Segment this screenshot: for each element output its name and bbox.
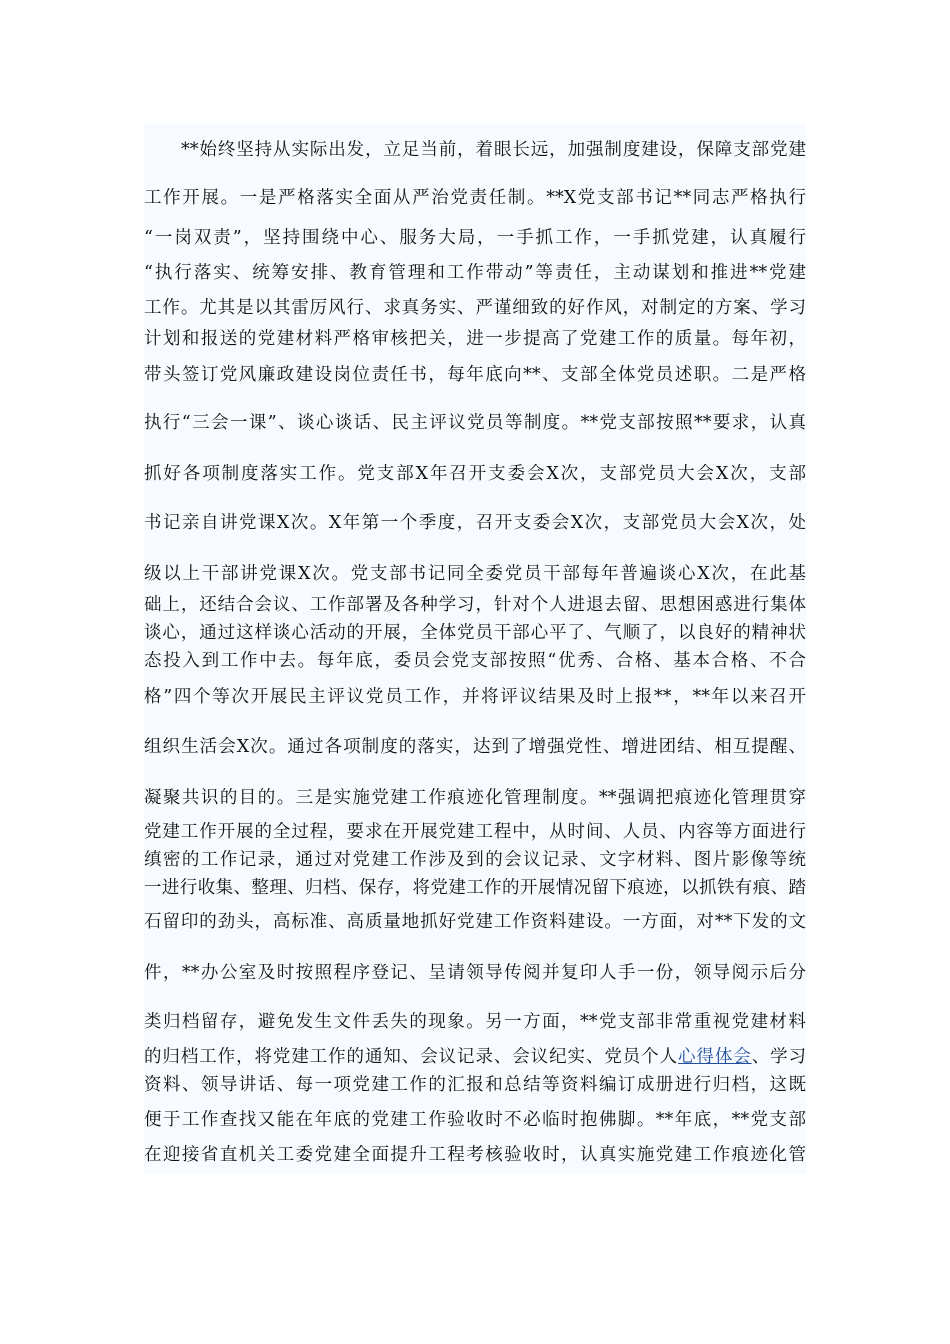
paragraph-line: 执行“三会一课”、谈心谈话、民主评议党员等制度。**党支部按照**要求，认真 bbox=[144, 413, 806, 433]
paragraph-line: 组织生活会X次。通过各项制度的落实，达到了增强党性、增进团结、相互提醒、 bbox=[144, 737, 806, 757]
paragraph-line: 级以上干部讲党课X次。党支部书记同全委党员干部每年普遍谈心X次，在此基 bbox=[144, 564, 806, 584]
paragraph-line: **始终坚持从实际出发，立足当前，着眼长远，加强制度建设，保障支部党建 bbox=[181, 140, 806, 160]
line-text: 的归档工作，将党建工作的通知、会议记录、会议纪实、党员个人 bbox=[144, 1047, 679, 1067]
paragraph-line: 资料、领导讲话、每一项党建工作的汇报和总结等资料编订成册进行归档，这既 bbox=[144, 1075, 806, 1095]
paragraph-line: 凝聚共识的目的。三是实施党建工作痕迹化管理制度。**强调把痕迹化管理贯穿 bbox=[144, 788, 806, 808]
line-text: 、学习 bbox=[751, 1047, 806, 1067]
paragraph-line: 类归档留存，避免发生文件丢失的现象。另一方面，**党支部非常重视党建材料 bbox=[144, 1012, 806, 1032]
paragraph-line: 石留印的劲头，高标准、高质量地抓好党建工作资料建设。一方面，对**下发的文 bbox=[144, 912, 806, 932]
paragraph-line bbox=[144, 1044, 806, 1070]
paragraph-line: 带头签订党风廉政建设岗位责任书，每年底向**、支部全体党员述职。二是严格 bbox=[144, 365, 806, 385]
paragraph-line: 抓好各项制度落实工作。党支部X年召开支委会X次，支部党员大会X次，支部 bbox=[144, 464, 806, 484]
paragraph-line: 格”四个等次开展民主评议党员工作，并将评议结果及时上报**，**年以来召开 bbox=[144, 687, 806, 707]
paragraph-line: 态投入到工作中去。每年底，委员会党支部按照“优秀、合格、基本合格、不合 bbox=[144, 651, 806, 671]
paragraph-line: 党建工作开展的全过程，要求在开展党建工程中，从时间、人员、内容等方面进行 bbox=[144, 822, 806, 842]
paragraph-line: 计划和报送的党建材料严格审核把关，进一步提高了党建工作的质量。每年初， bbox=[144, 329, 806, 349]
paragraph-line: 便于工作查找又能在年底的党建工作验收时不必临时抱佛脚。**年底，**党支部 bbox=[144, 1110, 806, 1130]
paragraph-line: 缜密的工作记录，通过对党建工作涉及到的会议记录、文字材料、图片影像等统 bbox=[144, 850, 806, 870]
paragraph-line: 工作开展。一是严格落实全面从严治党责任制。**X党支部书记**同志严格执行 bbox=[144, 188, 806, 208]
paragraph-line: 谈心，通过这样谈心活动的开展，全体党员干部心平了、气顺了，以良好的精神状 bbox=[144, 623, 806, 643]
paragraph-line: 在迎接省直机关工委党建全面提升工程考核验收时，认真实施党建工作痕迹化管 bbox=[144, 1145, 806, 1165]
paragraph-line: “一岗双责”，坚持围绕中心、服务大局，一手抓工作，一手抓党建，认真履行 bbox=[144, 228, 806, 248]
paragraph-line: 件，**办公室及时按照程序登记、呈请领导传阅并复印人手一份，领导阅示后分 bbox=[144, 963, 806, 983]
paragraph-line: 础上，还结合会议、工作部署及各种学习，针对个人进退去留、思想困惑进行集体 bbox=[144, 595, 806, 615]
paragraph-line: 工作。尤其是以其雷厉风行、求真务实、严谨细致的好作风，对制定的方案、学习 bbox=[144, 298, 806, 318]
paragraph-line: 书记亲自讲党课X次。X年第一个季度，召开支委会X次，支部党员大会X次，处 bbox=[144, 513, 806, 533]
paragraph-line: 一进行收集、整理、归档、保存，将党建工作的开展情况留下痕迹，以抓铁有痕、踏 bbox=[144, 878, 806, 898]
xinde-tihui-link[interactable]: 心得体会 bbox=[678, 1047, 752, 1067]
paragraph-line: “执行落实、统筹安排、教育管理和工作带动”等责任，主动谋划和推进**党建 bbox=[144, 263, 806, 283]
